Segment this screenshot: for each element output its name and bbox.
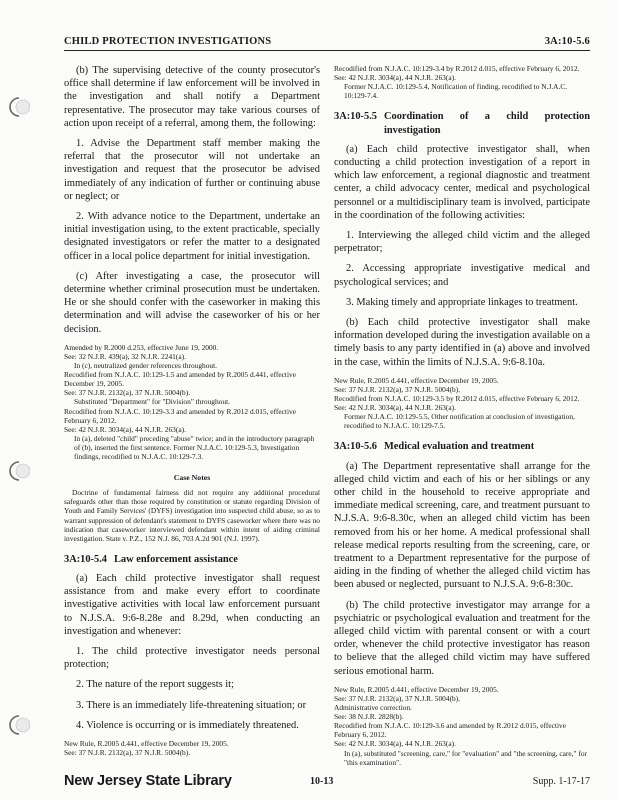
section-number: 3A:10-5.6 <box>334 441 377 453</box>
paragraph-a: (a) The Department representative shall arrange for the alleged child victim and each of his or her siblings or any other child in the household to receive appropriate and immediate medical screening, care, and treatment pursuant to N.J.S.A. 9:6-8.30c, when an alleged child victim has been removed from his or her home. A medical professional shall release medical reports resulting from the screening, care, or treatment to a Department representative for the purpose of aiding in the finding of whether the alleged child victim has been abused or neglected, pursuant to N.J.S.A. 9:6-8:30c. <box>334 460 590 591</box>
paragraph-c: (c) After investigating a case, the prosecutor will determine whether criminal prosecution must be undertaken. He or she should confer with the caseworker in making this determination and will advise the caseworker of his or her decision. <box>64 270 320 335</box>
list-item: 3. There is an immediately life-threatening situation; or <box>76 699 307 711</box>
section-heading <box>334 440 590 453</box>
binder-hole-icon <box>8 96 30 118</box>
list-item: 3. Making timely and appropriate linkages to treatment. <box>346 296 578 308</box>
case-note: Doctrine of fundamental fairness did not require any additional procedural safeguards other than those required by constitution or statute regarding Division of Youth and Family Services' (DYFS) investigation into suspected child abuse, so as to warrant suppression of defendant's statement to DYFS caseworker where there was no indication that caseworker interviewed defendant within intent of aiding criminal investigation. State v. P.Z., 152 N.J. 86, 703 A.2d 901 (N.J. 1997). <box>64 488 320 543</box>
section-title: Coordination of a child protection investigation <box>384 111 590 136</box>
list-item: 4. Violence is occurring or is immediately threatened. <box>76 719 299 731</box>
section-number: 3A:10-5.5 <box>334 111 377 123</box>
page-number: 10-13 <box>310 775 334 787</box>
list-item: 1. Interviewing the alleged child victim and the alleged perpetrator; <box>334 230 590 255</box>
supplement-date: Supp. 1-17-17 <box>532 775 590 787</box>
left-column <box>64 64 320 767</box>
list-item: 1. The child protective investigator needs personal protection; <box>64 646 320 671</box>
library-watermark: New Jersey State Library <box>64 773 232 789</box>
binder-hole-icon <box>8 460 30 482</box>
list-item: 1. Advise the Department staff member making the referral that the prosecutor will not undertake an investigation and request that the prosecutor be advised immediately of any indication of further or continuing abuse or neglect; or <box>64 138 320 202</box>
header-section: 3A:10-5.6 <box>544 36 590 47</box>
section-title: Law enforcement assistance <box>114 553 238 565</box>
binder-hole-icon <box>8 714 30 736</box>
paragraph-a: (a) Each child protective investigator shall request assistance from and make every effort to coordinate investigative activities with local law enforcement pursuant to N.J.S.A. 9:6-8.28e and 8.29d, when conducting an investigation and whenever: <box>64 573 320 637</box>
right-column <box>334 64 590 777</box>
section-title: Medical evaluation and treatment <box>384 441 535 453</box>
paragraph-a: (a) Each child protective investigator shall, when conducting a child protection investigation of a report in which law enforcement, a regional diagnostic and treatment center, a child advocacy center, medical and psychological personnel or a multidisciplinary team is involved, participate in the coordination of the following activities: <box>334 143 590 221</box>
case-notes-heading: Case Notes <box>173 473 211 483</box>
list-item: 2. The nature of the report suggests it; <box>76 679 234 691</box>
paragraph-b: (b) Each child protective investigator shall make information developed during the investigation available on a timely basis to any party identified in (a) above and involved in the case, within the limits of N.J.S.A. 9:6-8.10a. <box>334 317 590 368</box>
list-item: 2. With advance notice to the Department, undertake an initial investigation using, to the extent practicable, specially designated investigators or refer the matter to a designated officer in a local police department for initial investigation. <box>64 211 320 262</box>
running-header <box>64 36 590 51</box>
history-note: New Rule, R.2005 d.441, effective December 19, 2005. See: 37 N.J.R. 2132(a), 37 N.J.R. 5004(b). Recodified from N.J.A.C. 10:129-3.5 by R.2012 d.015, effective February 6, 2012. See: 42 N.J.R. 3034(a), 44 N.J.R. 263(a). Former N.J.A.C. 10:129-5.5, Other notification at conclusion of investigation, recodified to N.J.A.C. 10:129-7.5. <box>334 375 580 431</box>
page-footer <box>64 771 590 791</box>
section-number: 3A:10-5.4 <box>64 553 107 565</box>
history-note: New Rule, R.2005 d.441, effective December 19, 2005. See: 37 N.J.R. 2132(a), 37 N.J.R. 5004(b). <box>64 739 229 758</box>
section-heading <box>334 110 590 136</box>
list-item: 2. Accessing appropriate investigative medical and psychological services; and <box>334 263 590 288</box>
history-note: Amended by R.2000 d.253, effective June 19, 2000. See: 32 N.J.R. 439(a), 32 N.J.R. 2241(a). In (c), neutralized gender references throughout. Recodified from N.J.A.C. 10:129-1.5 and amended by R.2005 d.441, effective December 19, 2005. See: 37 N.J.R. 2132(a), 37 N.J.R. 5004(b). Substituted "Department" for "Division" throughout. Recodified from N.J.A.C. 10:129-3.3 and amended by R.2012 d.015, effective February 6, 2012. See: 42 N.J.R. 3034(a), 44 N.J.R. 263(a). In (a), deleted "child" preceding "abuse" twice; and in the introductory paragraph of (b), inserted the first sentence. Former N.J.A.C. 10:129-5.3, Investigation findings, recodified to N.J.A.C. 10:129-7.3. <box>64 342 315 461</box>
history-note: Recodified from N.J.A.C. 10:129-3.4 by R.2012 d.015, effective February 6, 2012. See: 42 N.J.R. 3034(a), 44 N.J.R. 263(a). Former N.J.A.C. 10:129-5.4, Notification of finding, recodified to N.J.A.C. 10:129-7.4. <box>334 64 580 101</box>
section-heading <box>64 553 320 566</box>
history-note: New Rule, R.2005 d.441, effective December 19, 2005. See: 37 N.J.R. 2132(a), 37 N.J.R. 5004(b). Administrative correction. See: 38 N.J.R. 2828(b). Recodified from N.J.A.C. 10:129-3.6 and amended by R.2012 d.015, effective February 6, 2012. See: 42 N.J.R. 3034(a), 44 N.J.R. 263(a). In (a), substituted "screening, care," for "evaluation" and "the screening, care," for "this examination". <box>334 684 588 767</box>
header-title: CHILD PROTECTION INVESTIGATIONS <box>64 36 272 47</box>
paragraph-b: (b) The supervising detective of the county prosecutor's office shall determine if law enforcement will be involved in the investigation and shall notify a Department representative. The prosecutor may take various courses of action upon receipt of a referral, among them, the following: <box>64 65 320 129</box>
paragraph-b: (b) The child protective investigator may arrange for a psychiatric or psychological evaluation and treatment for the alleged child victim with parental consent or with a court order, whenever the child protective investigator has reason to believe that the alleged child victim may have suffered serious emotional harm. <box>334 599 590 677</box>
